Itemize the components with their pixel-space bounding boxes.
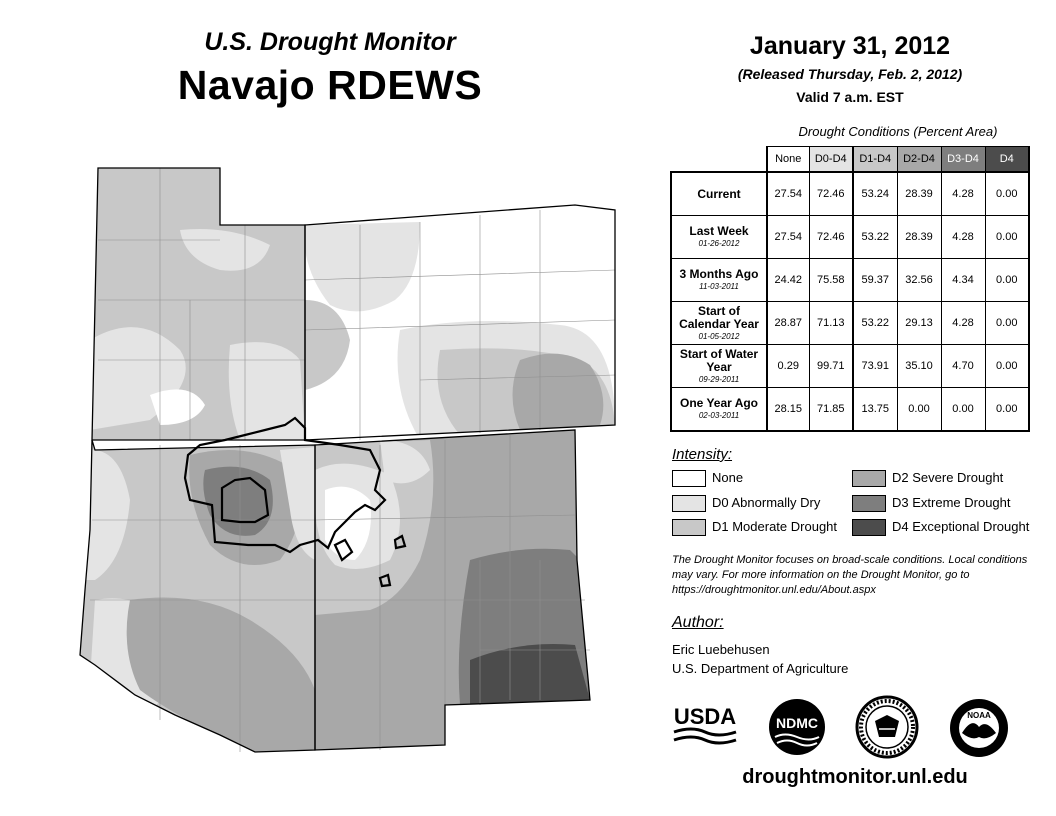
- row-label: [671, 259, 767, 302]
- legend-label: D4 Exceptional Drought: [892, 519, 1030, 534]
- table-cell: 73.91: [853, 345, 897, 388]
- table-cell: 0.29: [767, 345, 809, 388]
- noaa-logo-text: NOAA: [967, 711, 991, 720]
- row-label-text: Start of Calendar Year: [679, 303, 759, 331]
- table-cell: 13.75: [853, 388, 897, 432]
- table-cell: 0.00: [985, 216, 1029, 259]
- row-label: [671, 388, 767, 432]
- table-cell: 0.00: [985, 259, 1029, 302]
- legend-label: D1 Moderate Drought: [712, 519, 838, 534]
- table-cell: 71.85: [809, 388, 853, 432]
- table-cell: 0.00: [985, 172, 1029, 216]
- table-cell: 75.58: [809, 259, 853, 302]
- table-cell: 27.54: [767, 216, 809, 259]
- table-cell: 59.37: [853, 259, 897, 302]
- usda-logo-text: USDA: [673, 704, 737, 729]
- row-date: 11-03-2011: [699, 282, 739, 291]
- row-label-text: 3 Months Ago: [679, 267, 759, 281]
- table-cell: 53.24: [853, 172, 897, 216]
- table-caption: Drought Conditions (Percent Area): [798, 124, 998, 139]
- row-date: 09-29-2011: [698, 374, 740, 384]
- valid-time: Valid 7 a.m. EST: [796, 89, 904, 105]
- row-label: [671, 172, 767, 216]
- table-corner: [671, 147, 767, 173]
- table-cell: 0.00: [941, 388, 985, 432]
- table-cell: 24.42: [767, 259, 809, 302]
- table-cell: 28.87: [767, 302, 809, 345]
- arizona-region: [70, 430, 330, 760]
- row-label: [671, 345, 767, 388]
- col-header: D4: [985, 147, 1029, 173]
- legend-swatch: [852, 519, 886, 536]
- legend-swatch: [852, 470, 886, 487]
- table-cell: 4.28: [941, 216, 985, 259]
- table-cell: 0.00: [985, 302, 1029, 345]
- doc-seal-logo: [855, 695, 919, 759]
- legend-label: None: [712, 470, 744, 485]
- row-label-text: Start of Water Year: [679, 346, 759, 374]
- table-cell: 71.13: [809, 302, 853, 345]
- table-cell: 4.28: [941, 302, 985, 345]
- utah-region: [80, 160, 320, 450]
- table-cell: 0.00: [985, 345, 1029, 388]
- table-cell: 53.22: [853, 216, 897, 259]
- table-cell: 99.71: [809, 345, 853, 388]
- table-header-row: [671, 147, 1029, 173]
- table-row: [671, 345, 1029, 388]
- table-row: [671, 259, 1029, 302]
- table-cell: 29.13: [897, 302, 941, 345]
- usda-logo: [672, 702, 738, 748]
- legend-label: D2 Severe Drought: [892, 470, 1004, 485]
- table-cell: 32.56: [897, 259, 941, 302]
- table-row: [671, 302, 1029, 345]
- disclaimer-note: The Drought Monitor focuses on broad-scale conditions. Local conditions may vary. For more information on the Drought Monitor, go to https://droughtmonitor.unl.edu/About.aspx: [672, 554, 1028, 596]
- legend-swatch: [672, 519, 706, 536]
- table-cell: 27.54: [767, 172, 809, 216]
- website-url[interactable]: droughtmonitor.unl.edu: [742, 766, 968, 788]
- table-cell: 72.46: [809, 172, 853, 216]
- table-row: [671, 388, 1029, 432]
- table-cell: 72.46: [809, 216, 853, 259]
- table-cell: 0.00: [897, 388, 941, 432]
- col-header: D3-D4: [941, 147, 985, 173]
- row-label: [671, 216, 767, 259]
- table-row: [671, 216, 1029, 259]
- legend-swatch: [672, 495, 706, 512]
- colorado-region: [300, 200, 620, 445]
- legend-swatch: [852, 495, 886, 512]
- legend-swatch: [672, 470, 706, 487]
- author-heading: Author:: [672, 614, 724, 631]
- table-cell: 28.15: [767, 388, 809, 432]
- row-label-text: Last Week: [689, 224, 749, 238]
- legend-label: D3 Extreme Drought: [892, 495, 1011, 510]
- release-date: (Released Thursday, Feb. 2, 2012): [737, 66, 963, 82]
- table-cell: 4.34: [941, 259, 985, 302]
- author-org: U.S. Department of Agriculture: [672, 661, 849, 676]
- row-date: 01-26-2012: [698, 239, 740, 248]
- new-mexico-region: [310, 420, 600, 760]
- row-label-text: Current: [697, 186, 741, 201]
- table-row: [671, 172, 1029, 216]
- map-date: January 31, 2012: [749, 32, 951, 60]
- map-subtitle: U.S. Drought Monitor: [204, 28, 456, 56]
- drought-map: [0, 150, 660, 770]
- author-name: Eric Luebehusen: [672, 642, 770, 657]
- row-date: 01-05-2012: [698, 331, 740, 341]
- legend-label: D0 Abnormally Dry: [712, 495, 821, 510]
- table-cell: 28.39: [897, 172, 941, 216]
- drought-conditions-table: [670, 146, 1030, 432]
- col-header: D2-D4: [897, 147, 941, 173]
- row-date: 02-03-2011: [698, 411, 740, 420]
- noaa-logo: [948, 697, 1010, 759]
- legend-title: Intensity:: [672, 446, 733, 463]
- table-cell: 4.70: [941, 345, 985, 388]
- table-cell: 53.22: [853, 302, 897, 345]
- ndmc-logo-text: NDMC: [776, 715, 818, 731]
- row-label-text: One Year Ago: [679, 396, 759, 410]
- table-cell: 28.39: [897, 216, 941, 259]
- col-header: None: [767, 147, 809, 173]
- ndmc-logo: [767, 697, 827, 757]
- table-cell: 0.00: [985, 388, 1029, 432]
- map-title: Navajo RDEWS: [177, 62, 483, 108]
- col-header: D0-D4: [809, 147, 853, 173]
- col-header: D1-D4: [853, 147, 897, 173]
- table-cell: 35.10: [897, 345, 941, 388]
- table-cell: 4.28: [941, 172, 985, 216]
- row-label: [671, 302, 767, 345]
